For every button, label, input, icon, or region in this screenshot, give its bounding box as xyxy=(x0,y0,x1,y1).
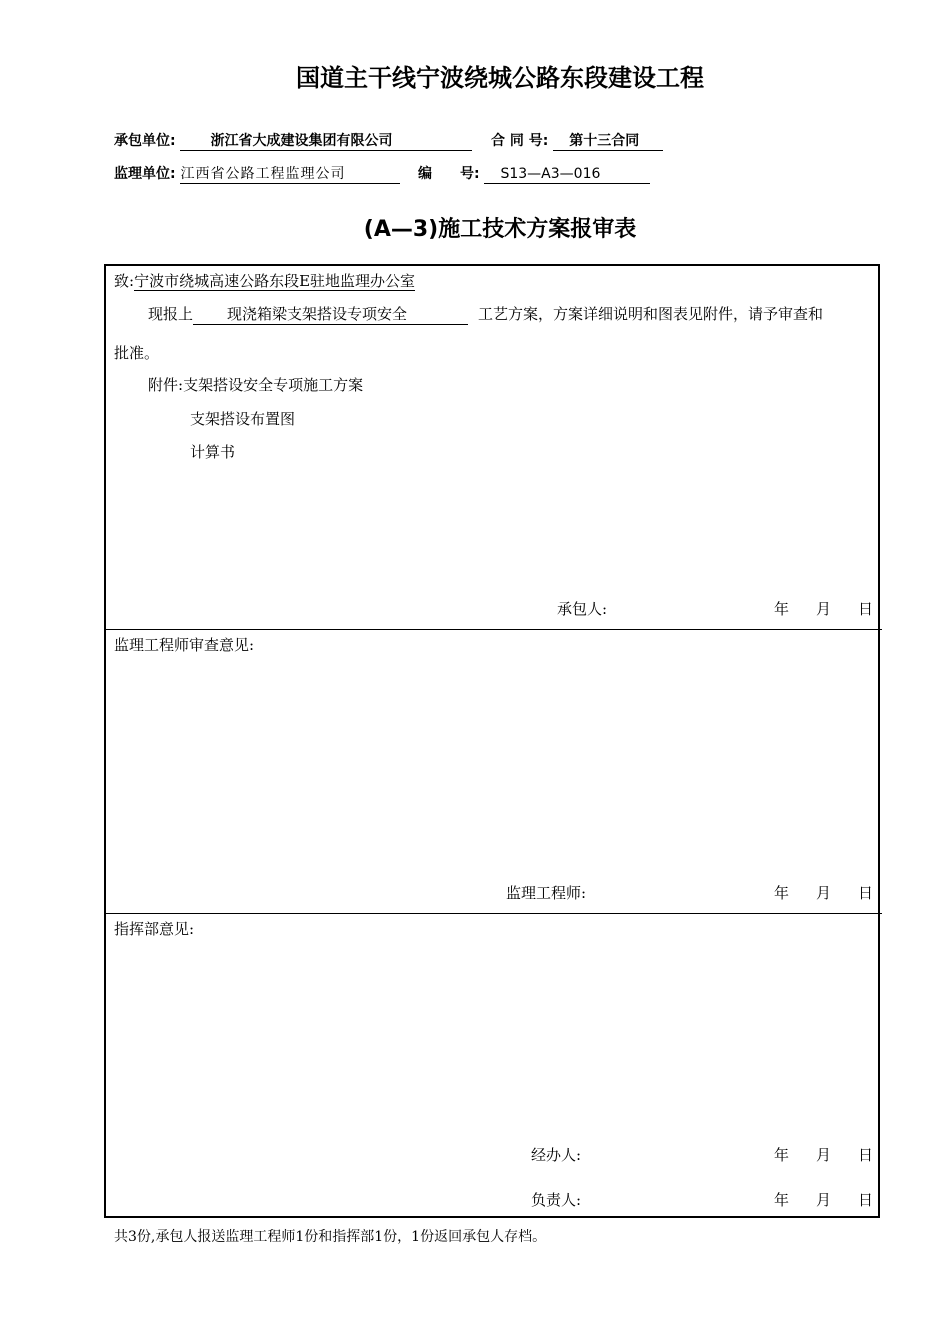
date-day: 日 xyxy=(858,1191,874,1209)
date-day: 日 xyxy=(858,1146,874,1164)
supervisor-row xyxy=(114,163,400,184)
responsible-signer: 负责人: xyxy=(531,1191,582,1209)
date-year: 年 xyxy=(774,1191,790,1209)
submission-suffix: 工艺方案，方案详细说明和图表见附件，请予审查和 xyxy=(478,305,824,323)
date-fields xyxy=(774,882,873,903)
serial-no-label: 编 号: xyxy=(418,166,480,182)
attachment-item: 支架搭设安全专项施工方案 xyxy=(183,376,364,394)
submission-value: 现浇箱梁支架搭设专项安全 xyxy=(193,303,468,325)
submission-line-2: 批准。 xyxy=(114,344,160,362)
date-day: 日 xyxy=(858,600,874,618)
handler-signer: 经办人: xyxy=(531,1146,582,1164)
section-divider-1 xyxy=(104,629,882,630)
attachments-label: 附件: xyxy=(148,376,184,394)
date-year: 年 xyxy=(774,884,790,902)
supervisor-label: 监理单位: xyxy=(114,166,176,182)
attachment-item: 支架搭设布置图 xyxy=(190,410,296,428)
contract-no-row xyxy=(491,130,663,151)
serial-no-value: S13—A3—016 xyxy=(484,166,650,184)
attachment-item: 计算书 xyxy=(190,443,236,461)
date-year: 年 xyxy=(774,600,790,618)
engineer-signer: 监理工程师: xyxy=(506,884,587,902)
date-year: 年 xyxy=(774,1146,790,1164)
serial-no-row xyxy=(418,163,650,184)
footer-note: 共3份,承包人报送监理工程师1份和指挥部1份，1份返回承包人存档。 xyxy=(114,1229,547,1245)
contract-no-label: 合 同 号: xyxy=(491,133,549,149)
addressee-value: 宁波市绕城高速公路东段E驻地监理办公室 xyxy=(134,272,416,290)
addressee-label: 致: xyxy=(114,272,135,290)
submission-prefix: 现报上 xyxy=(148,305,194,323)
date-month: 月 xyxy=(816,600,832,618)
date-fields xyxy=(774,598,873,619)
contract-no-value: 第十三合同 xyxy=(553,133,663,151)
supervisor-value: 江西省公路工程监理公司 xyxy=(180,166,400,184)
submission-line xyxy=(148,303,823,325)
date-month: 月 xyxy=(816,1191,832,1209)
attachments-line xyxy=(148,374,363,395)
contractor-label: 承包单位: xyxy=(114,133,176,149)
contractor-row xyxy=(114,130,472,151)
date-day: 日 xyxy=(858,884,874,902)
addressee-line xyxy=(114,270,415,291)
headquarters-opinion-heading: 指挥部意见: xyxy=(114,920,195,938)
document-title: 国道主干线宁波绕城公路东段建设工程 xyxy=(296,64,704,92)
date-fields xyxy=(774,1189,873,1210)
date-month: 月 xyxy=(816,884,832,902)
date-fields xyxy=(774,1144,873,1165)
contractor-signer: 承包人: xyxy=(557,600,608,618)
engineer-review-heading: 监理工程师审查意见: xyxy=(114,636,255,654)
date-month: 月 xyxy=(816,1146,832,1164)
contractor-value: 浙江省大成建设集团有限公司 xyxy=(180,133,472,151)
form-title: (A—3)施工技术方案报审表 xyxy=(363,217,637,242)
section-divider-2 xyxy=(104,913,882,914)
